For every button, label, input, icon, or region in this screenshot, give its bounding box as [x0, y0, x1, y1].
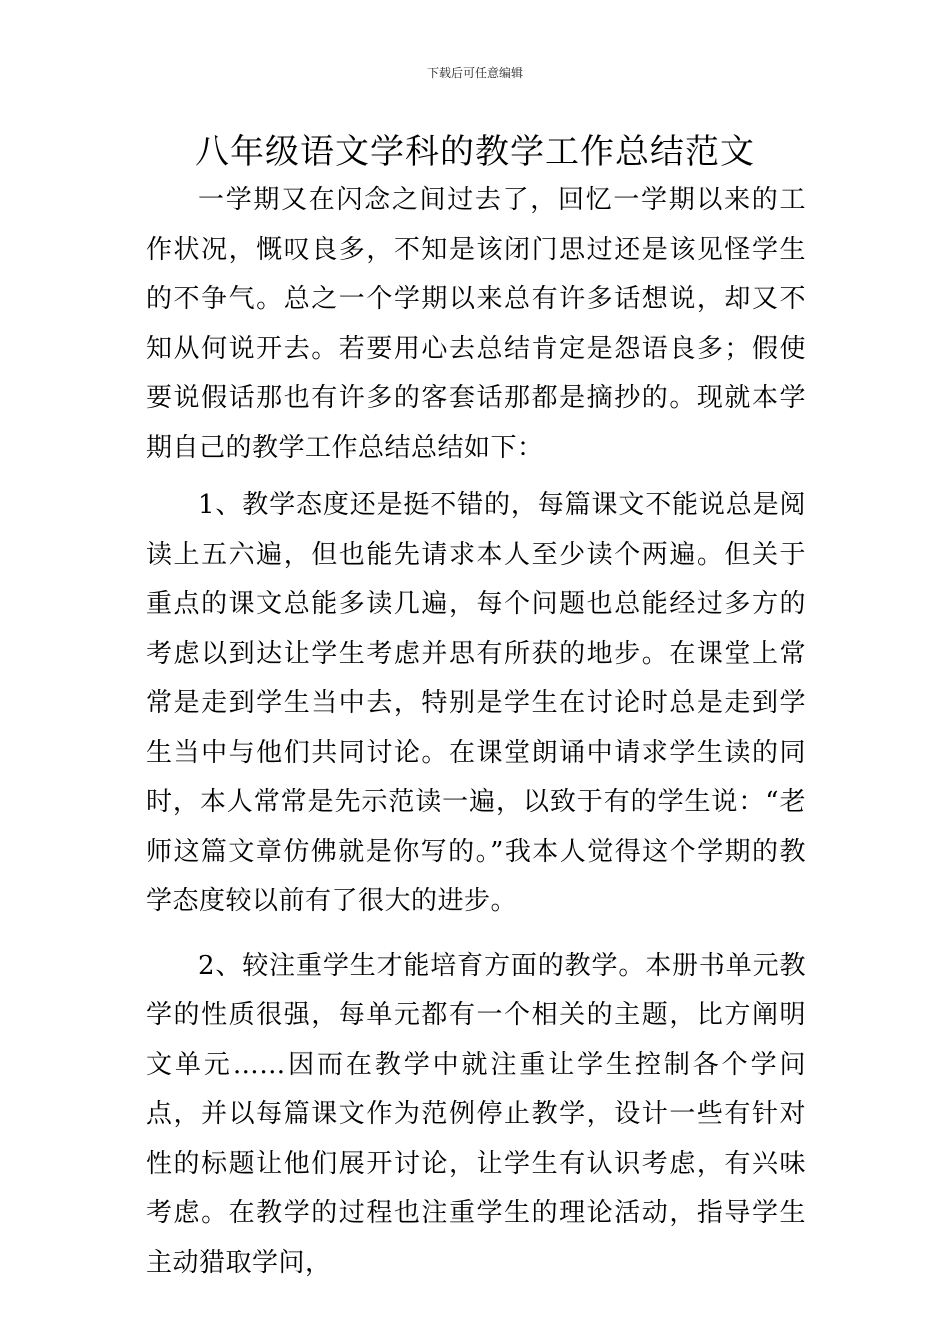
header-note: 下载后可任意编辑 — [426, 66, 523, 80]
document-body — [146, 176, 806, 1288]
paragraph-intro: 一学期又在闪念之间过去了，回忆一学期以来的工作状况，慨叹良多，不知是该闭门思过还是该见怪学生的不争气。总之一个学期以来总有许多话想说，却又不知从何说开去。若要用心去总结肯定是怨语良多；假使要说假话那也有许多的客套话那都是摘抄的。现就本学期自己的教学工作总结总结如下： — [146, 185, 806, 463]
paragraph-teaching-attitude: 1、教学态度还是挺不错的，每篇课文不能说总是阅读上五六遍，但也能先请求本人至少读个两遍。但关于重点的课文总能多读几遍，每个问题也总能经过多方的考虑以到达让学生考虑并思有所获的地步。在课堂上常常是走到学生当中去，特别是学生在讨论时总是走到学生当中与他们共同讨论。在课堂朗诵中请求学生读的同时，本人常常是先示范读一遍，以致于有的学生说：“老师这篇文章仿佛就是你写的。”我本人觉得这个学期的教学态度较以前有了很大的进步。 — [146, 490, 806, 916]
paragraph-ability-cultivation: 2、较注重学生才能培育方面的教学。本册书单元教学的性质很强，每单元都有一个相关的主题，比方阐明文单元……因而在教学中就注重让学生控制各个学问点，并以每篇课文作为范例停止教学，设计一些有针对性的标题让他们展开讨论，让学生有认识考虑，有兴味考虑。在教学的过程也注重学生的理论活动，指导学生主动猎取学问， — [146, 950, 806, 1278]
document-title: 八年级语文学科的教学工作总结范文 — [195, 132, 755, 172]
